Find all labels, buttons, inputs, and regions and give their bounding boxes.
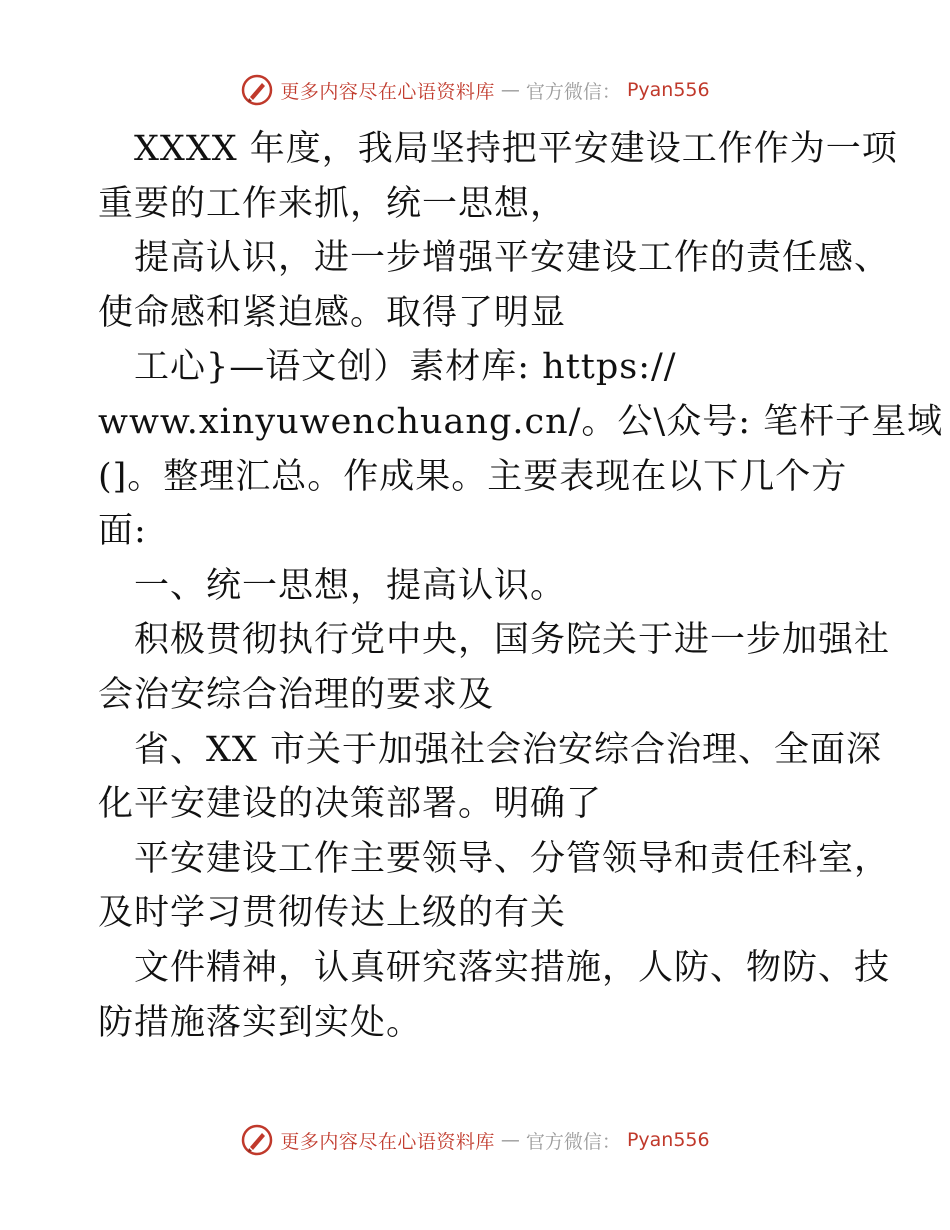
text-line: 平安建设工作主要领导、分管领导和责任科室，: [134, 838, 891, 879]
pen-seal-logo-icon: [240, 1123, 274, 1157]
watermark-wechat-id: Pyan556: [626, 79, 710, 101]
text-line: 及时学习贯彻传达上级的有关: [98, 893, 567, 934]
text-line: 文件精神，认真研究落实措施，人防、物防、技: [134, 947, 891, 988]
watermark-separator: —: [500, 79, 520, 101]
footer-watermark: [0, 1120, 950, 1160]
watermark-wechat-label: 官方微信：: [525, 1130, 621, 1153]
section-heading: 一、统一思想，提高认识。: [134, 565, 567, 606]
text-line: 提高认识，进一步增强平安建设工作的责任感、: [134, 238, 891, 279]
text-line: 工心}—语文创）素材库: https://: [134, 347, 677, 388]
watermark-brand-text: 更多内容尽在心语资料库: [280, 1130, 495, 1153]
text-line: 省、XX 市关于加强社会治安综合治理、全面深: [134, 729, 882, 770]
header-watermark: [0, 70, 950, 110]
document-body: [98, 122, 944, 1050]
text-line: 重要的工作来抓，统一思想，: [98, 183, 567, 224]
pen-seal-logo-icon: [240, 73, 274, 107]
text-line: 防措施落实到实处。: [98, 1002, 423, 1043]
text-line: (]。整理汇总。作成果。主要表现在以下几个方: [98, 456, 848, 497]
text-line: 会治安综合治理的要求及: [98, 674, 495, 715]
watermark-separator: —: [500, 1129, 520, 1151]
text-line: 面:: [98, 511, 147, 552]
text-line: 化平安建设的决策部署。明确了: [98, 784, 603, 825]
watermark-brand-text: 更多内容尽在心语资料库: [280, 80, 495, 103]
text-line: 使命感和紧迫感。取得了明显: [98, 292, 567, 333]
text-line: XXXX 年度，我局坚持把平安建设工作作为一项: [134, 129, 898, 169]
watermark-wechat-label: 官方微信：: [525, 80, 621, 103]
text-line: www.xinyuwenchuang.cn/。公\众号: 笔杆子星域: [98, 401, 944, 442]
watermark-wechat-id: Pyan556: [626, 1129, 710, 1151]
text-line: 积极贯彻执行党中央，国务院关于进一步加强社: [134, 620, 891, 661]
